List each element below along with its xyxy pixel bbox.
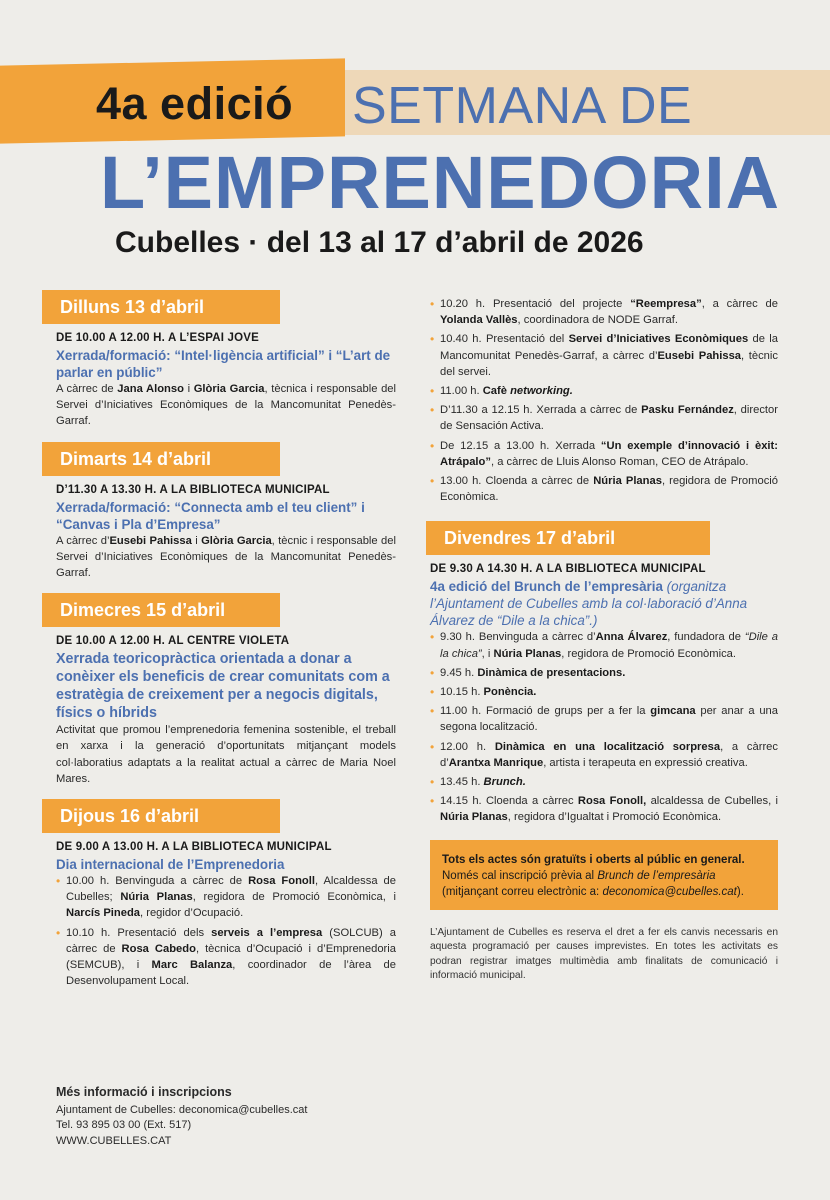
list-item: • 10.00 h. Benvinguda a càrrec de Rosa Fonoll, Alcaldessa de Cubelles; Núria Planas, regidora de Promoció Econòmica, i Narcís Pineda, regidor d’Ocupació.: [56, 873, 396, 922]
tuesday-section: [56, 442, 396, 582]
footer-phone-line: Tel. 93 895 03 00 (Ext. 517): [56, 1119, 192, 1131]
footer-website-link[interactable]: WWW.CUBELLES.CAT: [56, 1134, 172, 1147]
friday-title: 4a edició del Brunch de l’empresària (organitza l’Ajuntament de Cubelles amb la col·laboració d’Anna Álvarez de “Dile a la chica”.): [430, 579, 748, 629]
footer-email-line[interactable]: Ajuntament de Cubelles: deconomica@cubelles.cat: [56, 1103, 308, 1116]
list-item: • 10.40 h. Presentació del Servei d’Iniciatives Econòmiques de la Mancomunitat Penedès-Garraf, a càrrec d’Eusebi Pahissa, tècnic del servei.: [430, 331, 778, 380]
thursday-title: Dia internacional de l’Emprenedoria: [56, 857, 285, 873]
left-column: [56, 290, 396, 1001]
friday-time: DE 9.30 A 14.30 H. A LA BIBLIOTECA MUNICIPAL: [430, 563, 706, 576]
day-tag-thursday: Dijous 16 d’abril: [42, 799, 280, 833]
tuesday-body: A càrrec d’Eusebi Pahissa i Glòria Garcia, tècnic i responsable del Servei d’Iniciatives Econòmiques de la Mancomunitat Penedès-Garraf.: [56, 534, 396, 580]
footer-title: Més informació i inscripcions: [56, 1085, 232, 1099]
wednesday-section: [56, 593, 396, 787]
notice-body: Només cal inscripció prèvia al Brunch de l’empresària (mitjançant correu electrònic a: deconomica@cubelles.cat).: [442, 869, 744, 898]
list-item: • 9.30 h. Benvinguda a càrrec d’Anna Álvarez, fundadora de “Dile a la chica”, i Núria Planas, regidora de Promoció Econòmica.: [430, 629, 778, 661]
edition-label: 4a edició: [96, 78, 294, 129]
wednesday-title: Xerrada teoricopràctica orientada a donar a conèixer els beneficis de crear comunitats com a estratègia de creixement per a negocis digitals, físics o híbrids: [56, 651, 390, 722]
monday-title: Xerrada/formació: “Intel·ligència artificial” i “L’art de parlar en públic”: [56, 348, 391, 380]
right-column: [430, 296, 778, 984]
list-item: • 10.15 h. Ponència.: [430, 684, 778, 700]
list-item: • De 12.15 a 13.00 h. Xerrada “Un exemple d’innovació i èxit: Atrápalo”, a càrrec de Lluis Alonso Roman, CEO de Atrápalo.: [430, 438, 778, 470]
list-item: • 11.00 h. Formació de grups per a fer la gimcana per anar a una segona localització.: [430, 703, 778, 735]
monday-section: [56, 290, 396, 430]
list-item: • 12.00 h. Dinàmica en una localització sorpresa, a càrrec d’Arantxa Manrique, artista i terapeuta en expressió creativa.: [430, 739, 778, 771]
footer-contact: [56, 1085, 396, 1149]
list-item: • 10.20 h. Presentació del projecte “Reempresa”, a càrrec de Yolanda Vallès, coordinadora de NODE Garraf.: [430, 296, 778, 328]
subtitle: Cubelles · del 13 al 17 d’abril de 2026: [115, 226, 644, 259]
list-item: • 13.00 h. Cloenda a càrrec de Núria Planas, regidora de Promoció Econòmica.: [430, 473, 778, 505]
thursday-time: DE 9.00 A 13.00 H. A LA BIBLIOTECA MUNICIPAL: [56, 841, 332, 854]
monday-time: DE 10.00 A 12.00 H. A L’ESPAI JOVE: [56, 332, 260, 344]
title-line-2: L’EMPRENEDORIA: [100, 141, 781, 224]
title-line-1: SETMANA DE: [352, 77, 693, 135]
notice-email-link[interactable]: deconomica@cubelles.cat: [602, 885, 737, 898]
thursday-section: [56, 799, 396, 989]
wednesday-body: Activitat que promou l’emprenedoria femenina sostenible, el treball en xarxa i la generació d’oportunitats mitjançant models col·laboratius adaptats a la realitat actual a càrrec de Maria Noel Mares.: [56, 724, 396, 785]
list-item: • D’11.30 a 12.15 h. Xerrada a càrrec de Pasku Fernández, director de Sensación Activa.: [430, 402, 778, 434]
list-item: • 14.15 h. Cloenda a càrrec Rosa Fonoll, alcaldessa de Cubelles, i Núria Planas, regidora d’Igualtat i Promoció Econòmica.: [430, 793, 778, 825]
day-tag-monday: Dilluns 13 d’abril: [42, 290, 280, 324]
list-item: • 13.45 h. Brunch.: [430, 774, 778, 790]
free-events-notice: [430, 840, 778, 910]
day-tag-wednesday: Dimecres 15 d’abril: [42, 593, 280, 627]
tuesday-title: Xerrada/formació: “Connecta amb el teu client” i “Canvas i Pla d’Empresa”: [56, 499, 365, 532]
wednesday-time: DE 10.00 A 12.00 H. AL CENTRE VIOLETA: [56, 635, 290, 648]
notice-title: Tots els actes són gratuïts i oberts al públic en general.: [442, 853, 745, 866]
tuesday-time: D’11.30 A 13.30 H. A LA BIBLIOTECA MUNICIPAL: [56, 483, 330, 496]
disclaimer: L’Ajuntament de Cubelles es reserva el dret a fer els canvis necessaris en aquesta programació per causes imprevistes. En totes les activitats es podran registrar imatges multimèdia amb finalitats de comunicació i informació municipal.: [430, 926, 778, 982]
list-item: • 10.10 h. Presentació dels serveis a l’empresa (SOLCUB) a càrrec de Rosa Cabedo, tècnica d’Ocupació i d’Emprenedoria (SEMCUB), i Marc Balanza, coordinador de l’àrea de Desenvolupament Local.: [56, 925, 396, 990]
day-tag-friday: Divendres 17 d’abril: [426, 521, 710, 555]
list-item: • 9.45 h. Dinàmica de presentacions.: [430, 665, 778, 681]
monday-body: A càrrec de Jana Alonso i Glòria Garcia, tècnica i responsable del Servei d’Iniciatives Econòmiques de la Mancomunitat Penedès-Garraf.: [56, 383, 396, 428]
list-item: • 11.00 h. Cafè networking.: [430, 383, 778, 399]
day-tag-tuesday: Dimarts 14 d’abril: [42, 442, 280, 476]
